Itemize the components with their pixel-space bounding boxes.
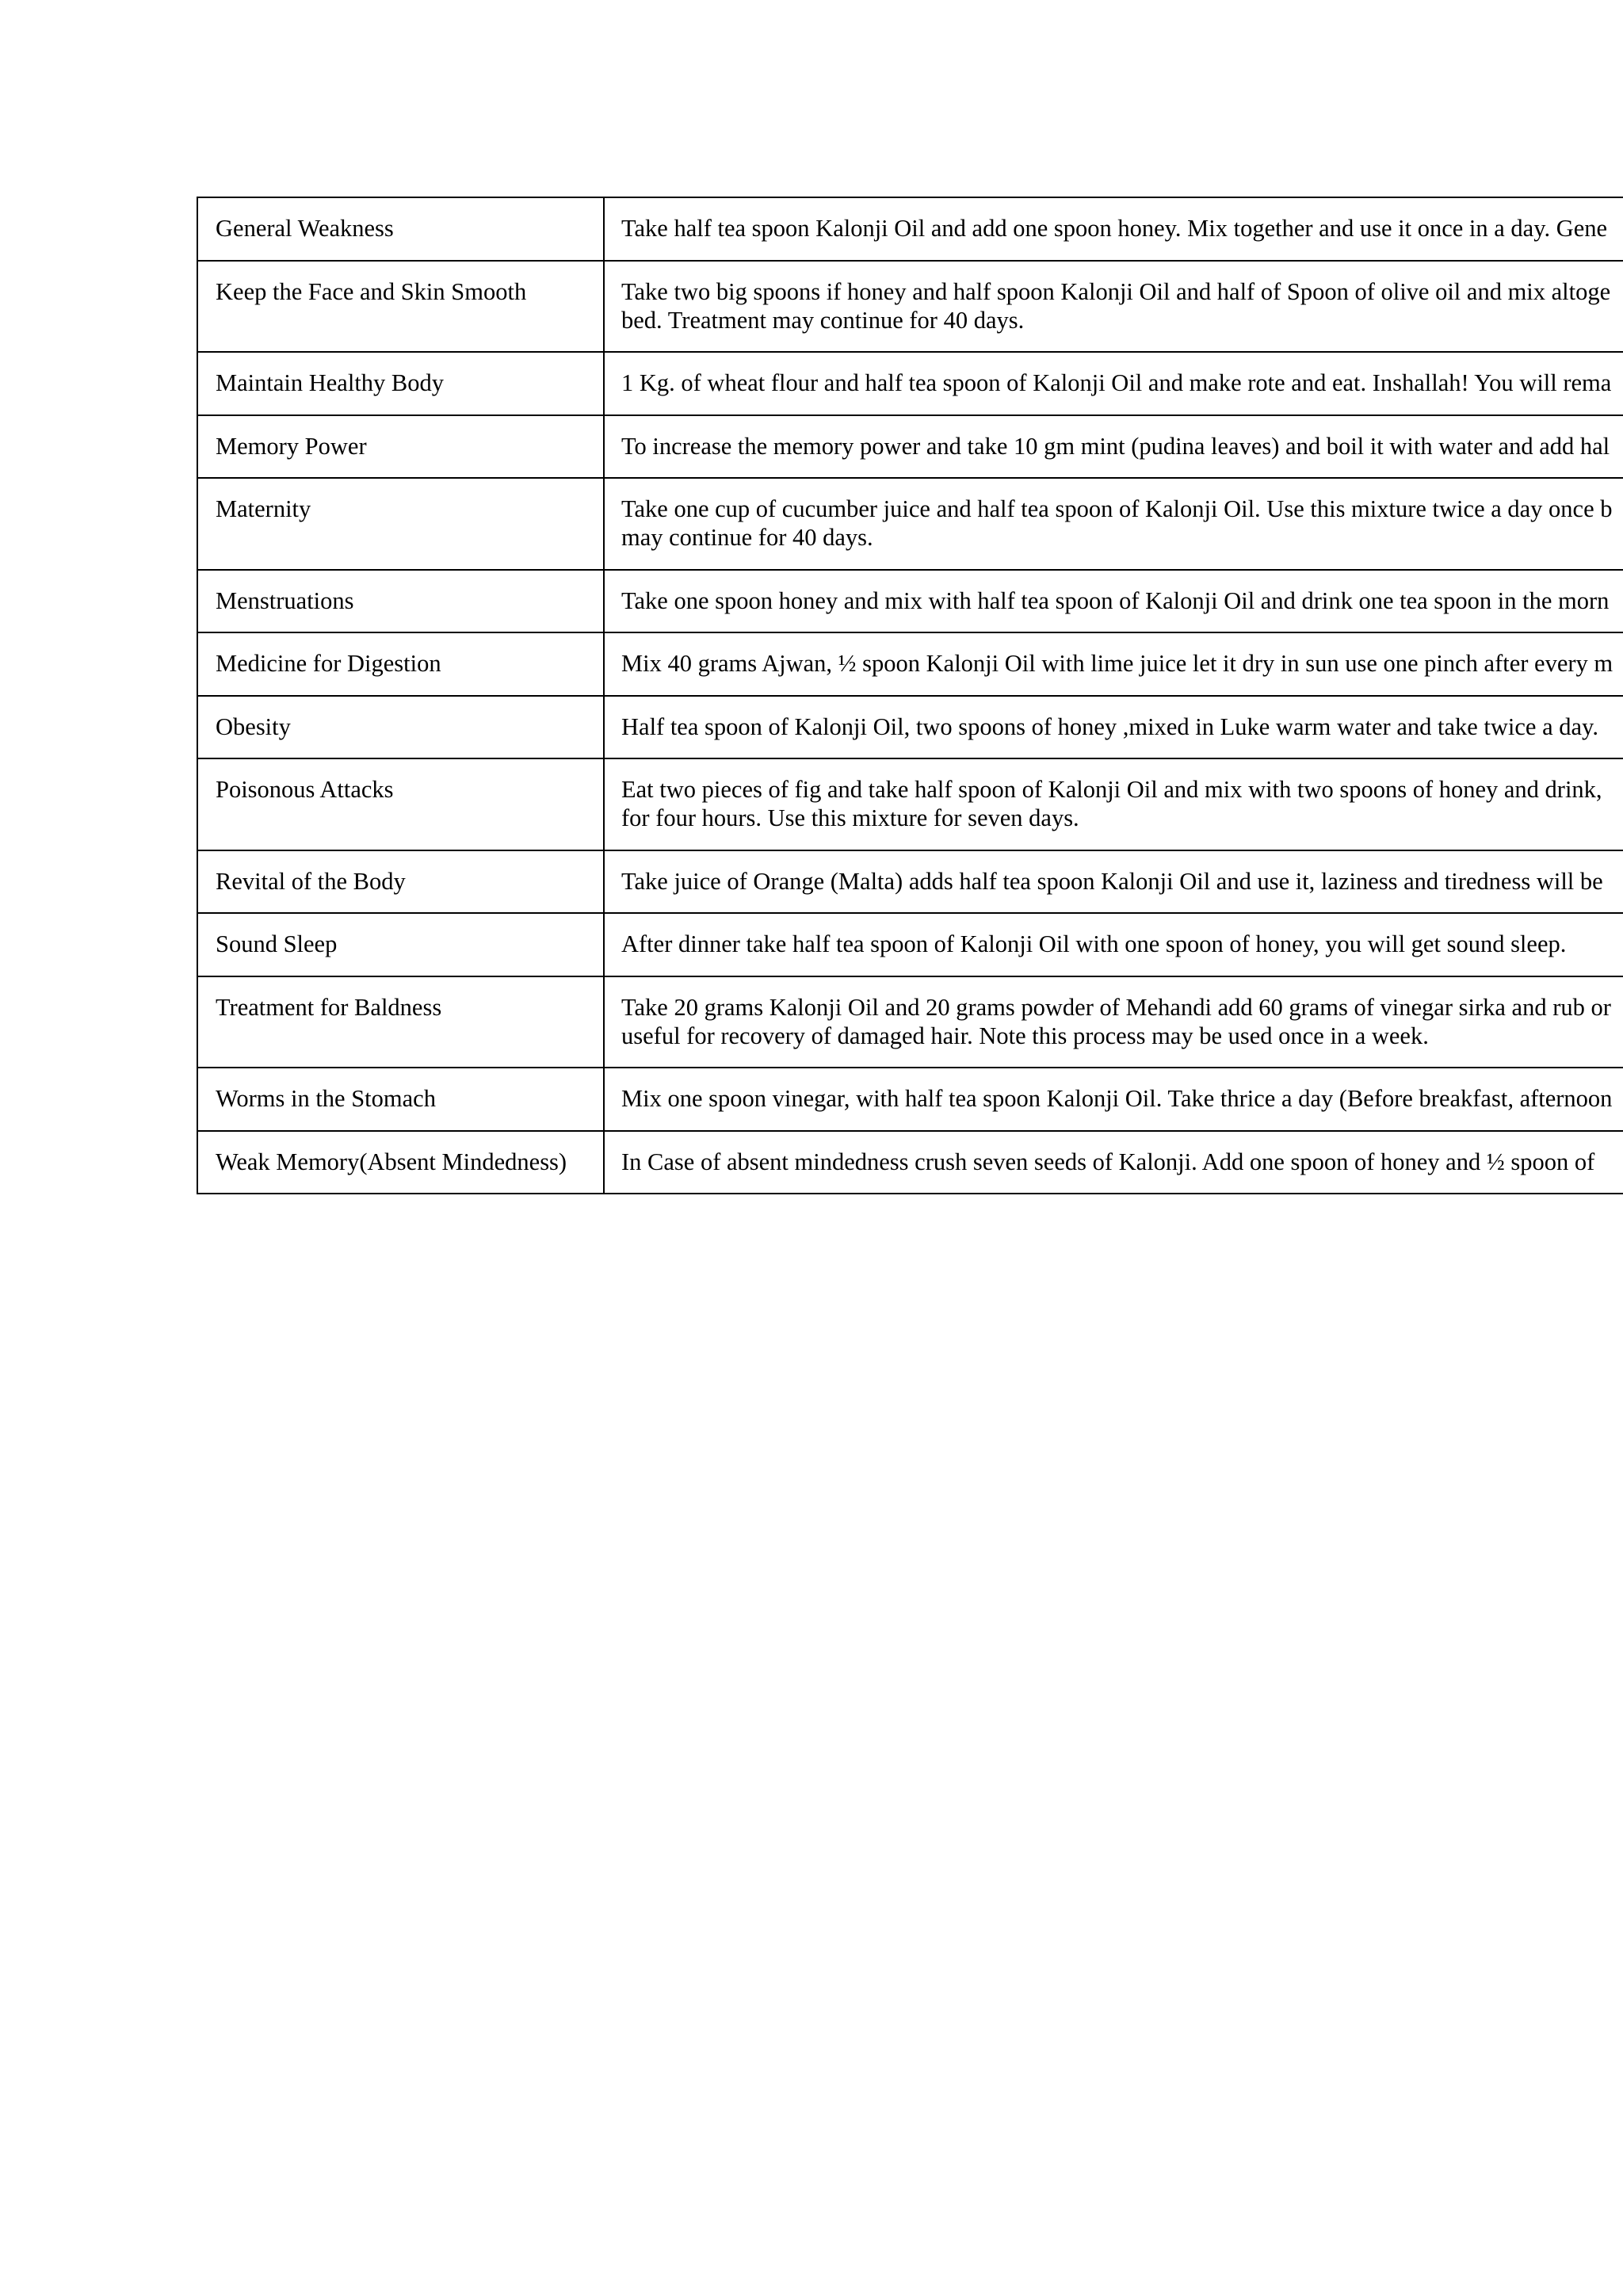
table-row — [197, 1068, 1623, 1131]
remedy-cell — [604, 850, 1623, 914]
remedy-cell — [604, 1131, 1623, 1194]
ailment-cell — [197, 570, 604, 633]
ailment-label: Menstruations — [216, 586, 354, 614]
table-row — [197, 352, 1623, 415]
remedy-line: To increase the memory power and take 10 gm mint (pudina leaves) and boil it with water and add hal — [621, 432, 1610, 460]
remedy-cell — [604, 261, 1623, 353]
remedy-cell — [604, 415, 1623, 479]
ailment-label: Maintain Healthy Body — [216, 369, 445, 396]
remedy-line: Eat two pieces of fig and take half spoon of Kalonji Oil and mix with two spoons of honey and drink, — [621, 776, 1602, 803]
remedy-line: Take one cup of cucumber juice and half tea spoon of Kalonji Oil. Use this mixture twice a day once b — [621, 495, 1613, 522]
ailment-cell — [197, 913, 604, 976]
remedy-cell — [604, 976, 1623, 1068]
table-row — [197, 478, 1623, 570]
table-row — [197, 1131, 1623, 1194]
table-row — [197, 415, 1623, 479]
table-row — [197, 570, 1623, 633]
remedy-line: useful for recovery of damaged hair. Note this process may be used once in a week. — [621, 1022, 1429, 1049]
ailment-cell — [197, 1068, 604, 1131]
ailment-label: Revital of the Body — [216, 867, 406, 895]
ailment-cell — [197, 261, 604, 353]
remedy-cell — [604, 632, 1623, 696]
ailment-label: Poisonous Attacks — [216, 776, 394, 803]
remedy-cell — [604, 197, 1623, 261]
remedy-cell — [604, 696, 1623, 759]
ailment-label: General Weakness — [216, 215, 394, 242]
table-row — [197, 632, 1623, 696]
remedy-line: Take 20 grams Kalonji Oil and 20 grams powder of Mehandi add 60 grams of vinegar sirka and rub or — [621, 993, 1611, 1021]
remedy-line: 1 Kg. of wheat flour and half tea spoon of Kalonji Oil and make rote and eat. Inshallah! You will rema — [621, 369, 1612, 396]
ailment-label: Treatment for Baldness — [216, 993, 442, 1021]
remedy-cell — [604, 478, 1623, 570]
table-row — [197, 976, 1623, 1068]
table-row — [197, 696, 1623, 759]
table-row — [197, 850, 1623, 914]
ailment-label: Keep the Face and Skin Smooth — [216, 277, 527, 305]
ailment-cell — [197, 850, 604, 914]
remedies-table — [197, 197, 1623, 1194]
ailment-label: Memory Power — [216, 432, 367, 460]
remedy-line: Mix 40 grams Ajwan, ½ spoon Kalonji Oil with lime juice let it dry in sun use one pinch after every m — [621, 650, 1613, 677]
ailment-cell — [197, 976, 604, 1068]
ailment-label: Weak Memory(Absent Mindedness) — [216, 1148, 567, 1175]
ailment-cell — [197, 415, 604, 479]
ailment-cell — [197, 1131, 604, 1194]
remedy-cell — [604, 352, 1623, 415]
ailment-cell — [197, 352, 604, 415]
ailment-cell — [197, 197, 604, 261]
remedy-line: Half tea spoon of Kalonji Oil, two spoons of honey ,mixed in Luke warm water and take twice a day. — [621, 712, 1598, 740]
remedy-cell — [604, 570, 1623, 633]
remedy-line: bed. Treatment may continue for 40 days. — [621, 306, 1025, 334]
remedy-line: may continue for 40 days. — [621, 524, 873, 551]
table-row — [197, 758, 1623, 850]
remedy-line: Mix one spoon vinegar, with half tea spoon Kalonji Oil. Take thrice a day (Before breakfast, afternoon — [621, 1085, 1613, 1112]
remedy-line: After dinner take half tea spoon of Kalonji Oil with one spoon of honey, you will get sound sleep. — [621, 930, 1567, 957]
ailment-cell — [197, 758, 604, 850]
table-row — [197, 197, 1623, 261]
remedy-cell — [604, 913, 1623, 976]
table-row — [197, 913, 1623, 976]
ailment-cell — [197, 632, 604, 696]
remedy-cell — [604, 1068, 1623, 1131]
remedy-line: Take one spoon honey and mix with half tea spoon of Kalonji Oil and drink one tea spoon in the morn — [621, 586, 1610, 614]
ailment-cell — [197, 696, 604, 759]
remedy-line: In Case of absent mindedness crush seven seeds of Kalonji. Add one spoon of honey and ½ spoon of — [621, 1148, 1595, 1175]
ailment-label: Worms in the Stomach — [216, 1085, 436, 1112]
ailment-label: Medicine for Digestion — [216, 650, 441, 677]
ailment-label: Obesity — [216, 712, 291, 740]
remedy-line: Take juice of Orange (Malta) adds half tea spoon Kalonji Oil and use it, laziness and tiredness will be — [621, 867, 1603, 895]
ailment-label: Sound Sleep — [216, 930, 338, 957]
remedy-line: Take two big spoons if honey and half spoon Kalonji Oil and half of Spoon of olive oil and mix altoge — [621, 277, 1611, 305]
remedy-line: for four hours. Use this mixture for seven days. — [621, 804, 1079, 831]
remedy-line: Take half tea spoon Kalonji Oil and add one spoon honey. Mix together and use it once in a day. Gene — [621, 215, 1608, 242]
ailment-label: Maternity — [216, 495, 311, 522]
ailment-cell — [197, 478, 604, 570]
table-row — [197, 261, 1623, 353]
remedy-cell — [604, 758, 1623, 850]
